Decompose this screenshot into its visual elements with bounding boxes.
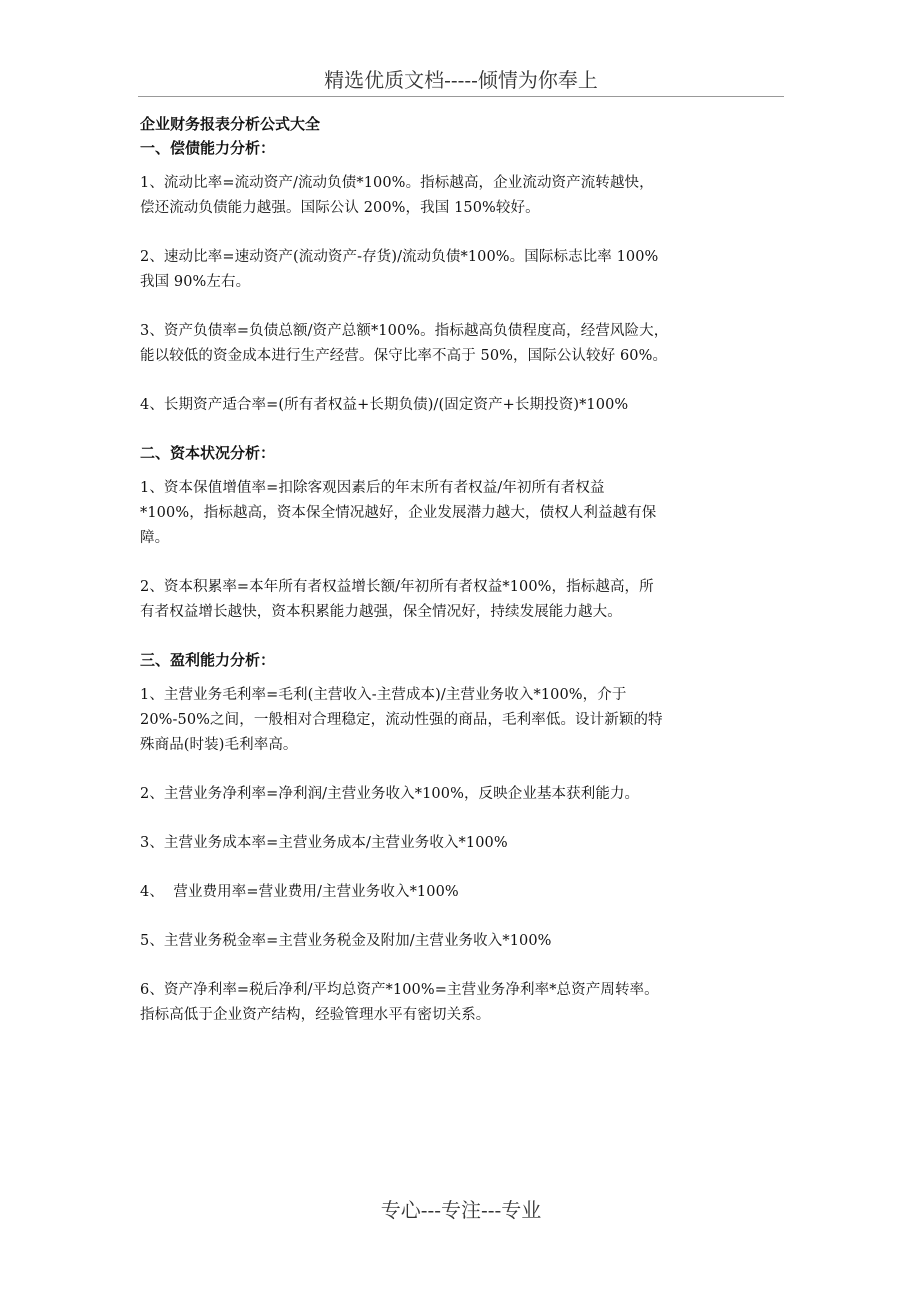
page-header: 精选优质文档-----倾情为你奉上 (324, 68, 598, 92)
paragraph-long-term-asset-ratio: 4、长期资产适合率=(所有者权益+长期负债)/(固定资产+长期投资)*100% (140, 397, 629, 413)
paragraph-expense-rate: 4、 营业费用率=营业费用/主营业务收入*100% (140, 884, 459, 900)
paragraph-debt-ratio: 3、资产负债率=负债总额/资产总额*100%。指标越高负债程度高，经营风险大， 能以较低的资金成本进行生产经营。保守比率不高于 50%，国际公认较好 60%。 (140, 323, 669, 364)
section-heading-capital: 二、资本状况分析： (140, 444, 276, 462)
header-divider (138, 96, 784, 97)
document-title: 企业财务报表分析公式大全 (140, 115, 321, 133)
paragraph-capital-accumulation: 2、资本积累率=本年所有者权益增长额/年初所有者权益*100%，指标越高，所 有者权益增长越快，资本积累能力越强，保全情况好，持续发展能力越大。 (140, 579, 654, 620)
section-heading-profitability: 三、盈利能力分析： (140, 651, 276, 669)
document-body (140, 112, 780, 1028)
paragraph-net-margin: 2、主营业务净利率=净利润/主营业务收入*100%，反映企业基本获利能力。 (140, 786, 640, 802)
paragraph-current-ratio: 1、流动比率=流动资产/流动负债*100%。指标越高，企业流动资产流转越快， 偿还流动负债能力越强。国际公认 200%，我国 150%较好。 (140, 175, 654, 216)
section-heading-solvency: 一、偿债能力分析： (140, 139, 276, 157)
paragraph-gross-margin: 1、主营业务毛利率=毛利(主营收入-主营成本)/主营业务收入*100%，介于 20%-50%之间，一般相对合理稳定，流动性强的商品，毛利率低。设计新颖的特 殊商品(时装)毛利率高。 (140, 687, 663, 753)
paragraph-capital-preservation: 1、资本保值增值率=扣除客观因素后的年末所有者权益/年初所有者权益 *100%，指标越高，资本保全情况越好，企业发展潜力越大，债权人利益越有保 障。 (140, 480, 657, 546)
page-footer: 专心---专注---专业 (380, 1198, 542, 1222)
paragraph-tax-rate: 5、主营业务税金率=主营业务税金及附加/主营业务收入*100% (140, 933, 552, 949)
paragraph-cost-rate: 3、主营业务成本率=主营业务成本/主营业务收入*100% (140, 835, 508, 851)
paragraph-quick-ratio: 2、速动比率=速动资产(流动资产-存货)/流动负债*100%。国际标志比率 100% 我国 90%左右。 (140, 249, 659, 290)
paragraph-return-on-assets: 6、资产净利率=税后净利/平均总资产*100%=主营业务净利率*总资产周转率。 指标高低于企业资产结构，经验管理水平有密切关系。 (140, 982, 659, 1023)
